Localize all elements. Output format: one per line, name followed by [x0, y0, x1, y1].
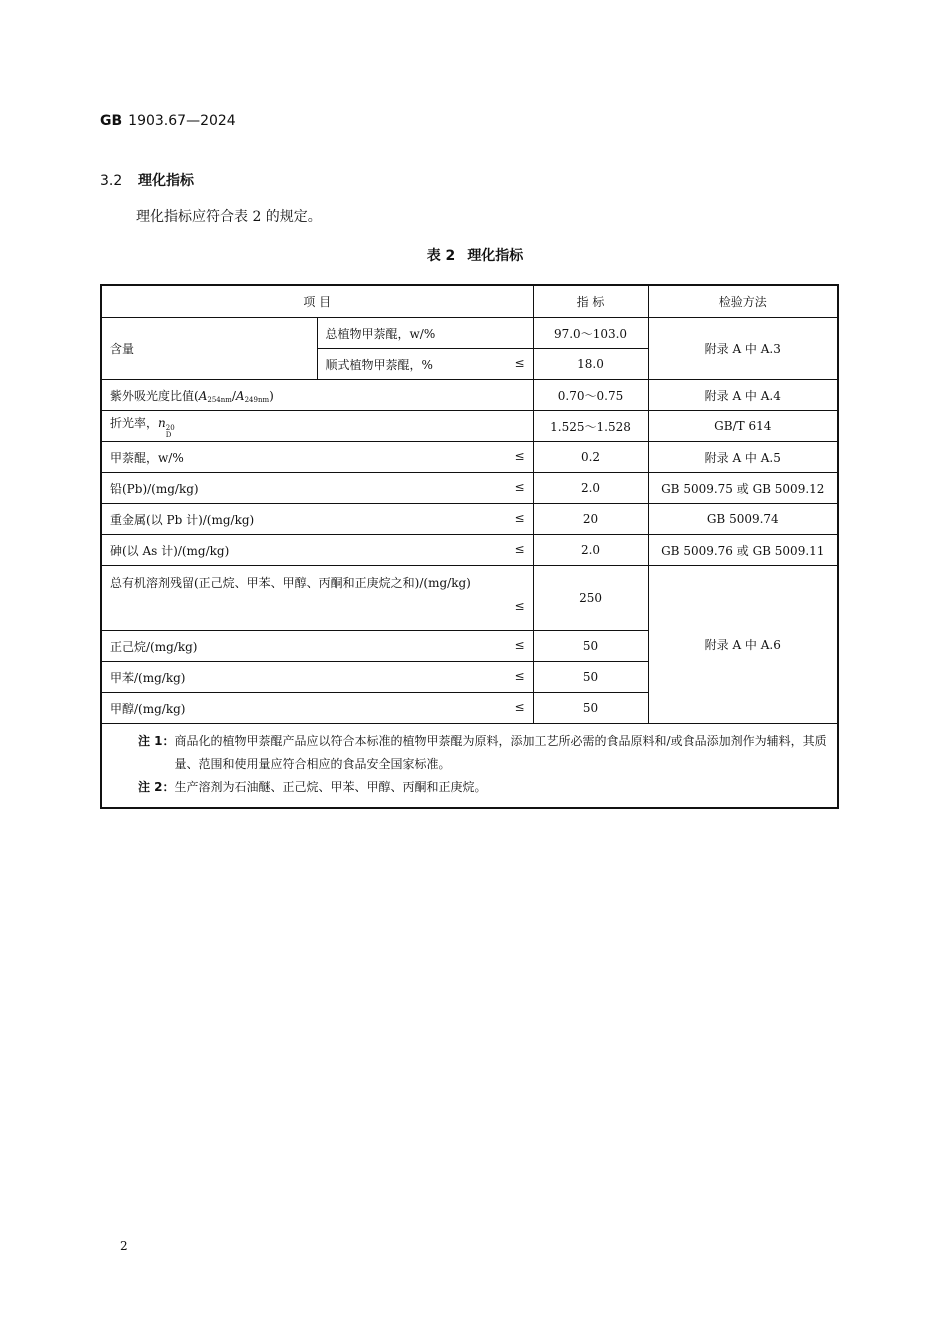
le-symbol: ≤ [514, 448, 525, 463]
spec-table [100, 284, 839, 809]
content-label: 含量 [101, 318, 317, 380]
note-1: 注 1： 商品化的植物甲萘醌产品应以符合本标准的植物甲萘醌为原料，添加工艺所必需的食品原料和/或食品添加剂作为辅料，其质量、范围和使用量应符合相应的食品安全国家标准。 [138, 734, 827, 771]
uv-ratio-item: 紫外吸光度比值$(A_{254nm}/A_{249nm})$ [101, 380, 533, 411]
uv-ratio-method: 附录 A 中 A.4 [648, 380, 838, 411]
le-symbol: ≤ [514, 355, 525, 370]
le-symbol: ≤ [514, 510, 525, 525]
table-row [101, 411, 838, 442]
table-row [101, 473, 838, 504]
cis-phylloquinone-item: 顺式植物甲萘醌，% ≤ [317, 349, 533, 380]
total-phylloquinone-value: 97.0～103.0 [533, 318, 648, 349]
table-row [101, 566, 838, 631]
arsenic-item: 砷(以 As 计)/(mg/kg) ≤ [101, 535, 533, 566]
page-number: 2 [120, 1239, 128, 1253]
heavy-metal-method: GB 5009.74 [648, 504, 838, 535]
table-caption [0, 245, 950, 265]
header-indicator: 指 标 [533, 285, 648, 318]
solvent-total-item: 总有机溶剂残留(正己烷、甲苯、甲醇、丙酮和正庚烷之和)/(mg/kg) ≤ [101, 566, 533, 631]
section-number: 3.2 [100, 173, 123, 189]
arsenic-value: 2.0 [533, 535, 648, 566]
menadione-method: 附录 A 中 A.5 [648, 442, 838, 473]
total-phylloquinone-item: 总植物甲萘醌，w/% [317, 318, 533, 349]
section-title: 理化指标 [138, 173, 194, 189]
le-symbol: ≤ [514, 699, 525, 714]
hexane-value: 50 [533, 631, 648, 662]
toluene-item: 甲苯/(mg/kg) ≤ [101, 662, 533, 693]
table-notes-row [101, 724, 838, 809]
uv-ratio-value: 0.70～0.75 [533, 380, 648, 411]
table-header-row [101, 285, 838, 318]
le-symbol: ≤ [514, 599, 525, 613]
header-item: 项 目 [101, 285, 533, 318]
table-row [101, 504, 838, 535]
le-symbol: ≤ [514, 668, 525, 683]
heavy-metal-item: 重金属(以 Pb 计)/(mg/kg) ≤ [101, 504, 533, 535]
standard-code: GB [100, 113, 123, 129]
solvent-total-value: 250 [533, 566, 648, 631]
le-symbol: ≤ [514, 541, 525, 556]
lead-item: 铅(Pb)/(mg/kg) ≤ [101, 473, 533, 504]
note-2: 注 2： 生产溶剂为石油醚、正己烷、甲苯、甲醇、丙酮和正庚烷。 [138, 780, 487, 794]
methanol-item: 甲醇/(mg/kg) ≤ [101, 693, 533, 724]
menadione-item: 甲萘醌，w/% ≤ [101, 442, 533, 473]
table-caption-title: 理化指标 [467, 248, 524, 264]
methanol-value: 50 [533, 693, 648, 724]
section-paragraph: 理化指标应符合表 2 的规定。 [136, 209, 322, 225]
arsenic-method: GB 5009.76 或 GB 5009.11 [648, 535, 838, 566]
menadione-value: 0.2 [533, 442, 648, 473]
table-row [101, 380, 838, 411]
toluene-value: 50 [533, 662, 648, 693]
table-row [101, 442, 838, 473]
document-header [100, 113, 236, 129]
table-notes [101, 724, 838, 809]
table-row [101, 535, 838, 566]
cis-phylloquinone-value: 18.0 [533, 349, 648, 380]
le-symbol: ≤ [514, 479, 525, 494]
refractive-index-value: 1.525～1.528 [533, 411, 648, 442]
hexane-item: 正己烷/(mg/kg) ≤ [101, 631, 533, 662]
section-heading [100, 170, 194, 190]
header-method: 检验方法 [648, 285, 838, 318]
table-row [101, 318, 838, 349]
heavy-metal-value: 20 [533, 504, 648, 535]
lead-value: 2.0 [533, 473, 648, 504]
le-symbol: ≤ [514, 637, 525, 652]
content-method: 附录 A 中 A.3 [648, 318, 838, 380]
standard-number: 1903.67—2024 [128, 113, 236, 129]
lead-method: GB 5009.75 或 GB 5009.12 [648, 473, 838, 504]
table-caption-label: 表 2 [426, 248, 456, 264]
refractive-index-method: GB/T 614 [648, 411, 838, 442]
solvent-method: 附录 A 中 A.6 [648, 566, 838, 724]
refractive-index-item: 折光率，n 20 D [101, 411, 533, 442]
